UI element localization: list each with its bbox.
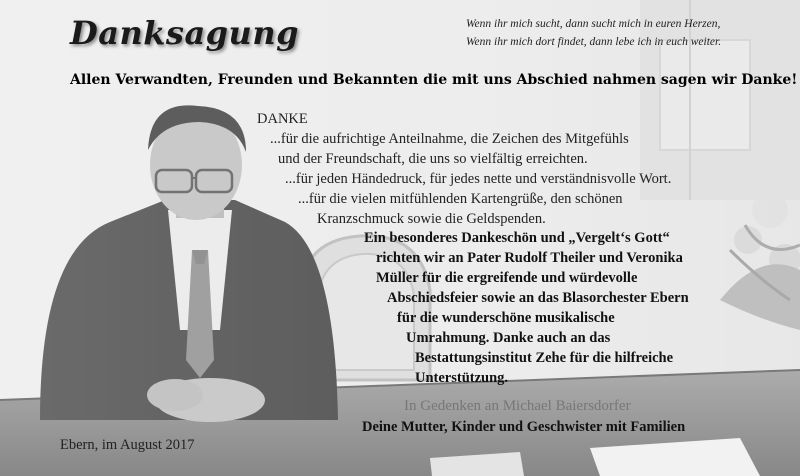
body-line: DANKE — [257, 111, 308, 127]
special-thanks-line: Bestattungsinstitut Zehe für die hilfreiche — [415, 350, 674, 366]
page-title: Danksagung — [70, 14, 299, 52]
signature-line: Deine Mutter, Kinder und Geschwister mit Familien — [362, 419, 686, 435]
place-date: Ebern, im August 2017 — [60, 437, 195, 453]
intro-line: Allen Verwandten, Freunden und Bekannten die mit uns Abschied nahmen sagen wir Danke! — [70, 72, 798, 88]
special-thanks-line: Abschiedsfeier sowie an das Blasorchester Ebern — [387, 290, 689, 306]
body-line: ...für die aufrichtige Anteilnahme, die Zeichen des Mitgefühls — [270, 131, 629, 147]
body-line: Kranzschmuck sowie die Geldspenden. — [317, 211, 546, 227]
special-thanks-line: Umrahmung. Danke auch an das — [406, 330, 611, 346]
body-line: und der Freundschaft, die uns so vielfältig erreichten. — [278, 151, 588, 167]
quote-line-2: Wenn ihr mich dort findet, dann lebe ich in euch weiter. — [466, 36, 722, 48]
body-line: ...für die vielen mitfühlenden Kartengrüße, den schönen — [298, 191, 623, 207]
quote-line-1: Wenn ihr mich sucht, dann sucht mich in euren Herzen, — [466, 18, 721, 30]
special-thanks-line: Müller für die ergreifende und würdevolle — [376, 270, 638, 286]
memorial-line: In Gedenken an Michael Baiersdorfer — [404, 398, 631, 414]
special-thanks-line: richten wir an Pater Rudolf Theiler und Veronika — [376, 250, 683, 266]
special-thanks-line: Unterstützung. — [415, 370, 509, 386]
special-thanks-line: Ein besonderes Dankeschön und „Vergelt‘s Gott“ — [364, 230, 670, 246]
special-thanks-line: für die wunderschöne musikalische — [397, 310, 615, 326]
body-line: ...für jeden Händedruck, für jedes nette und verständnisvolle Wort. — [285, 171, 672, 187]
